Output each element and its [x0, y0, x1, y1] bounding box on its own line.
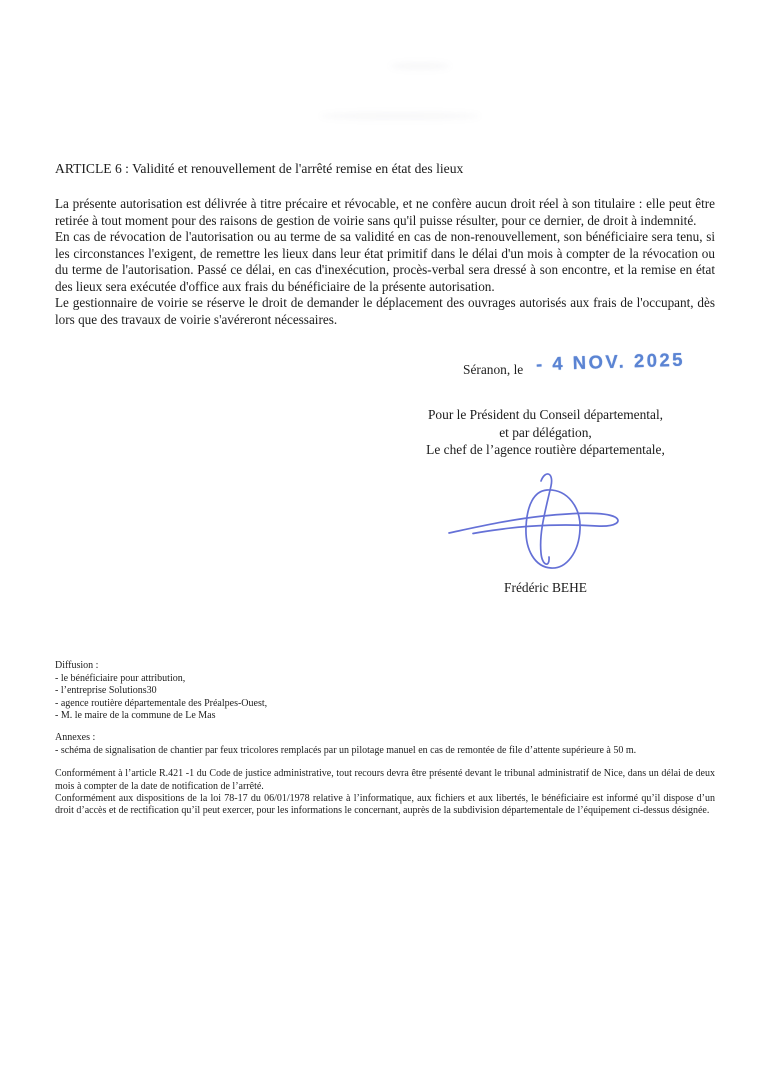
diffusion-item: - agence routière départementale des Préalpes-Ouest, [55, 697, 268, 709]
legal-notices [55, 768, 715, 818]
place-date-row [55, 348, 715, 384]
place-date-line: Séranon, le [463, 362, 524, 377]
legal-paragraph: Conformément aux dispositions de la loi 78-17 du 06/01/1978 relative à l’informatique, aux fichiers et aux libertés, le bénéficiaire est informé qu’il dispose d’un droit d’accès et de rectification qu’il peut exercer, pour les informations le concernant, auprès de la subdivision départementale de l’équipement ci-dessus désignée. [55, 793, 715, 817]
body-paragraph: En cas de révocation de l'autorisation ou au terme de sa validité en cas de non-renouvellement, son bénéficiaire sera tenu, si les circonstances l'exigent, de remettre les lieux dans leur état primitif dans le délai d'un mois à compter de la révocation ou du terme de l'autorisation. Passé ce délai, en cas d'inexécution, procès-verbal sera dressé à son encontre, et la remise en état des lieux sera exécutée d'office aux frais du bénéficiaire de la présente autorisation. [55, 229, 715, 294]
diffusion-item: - le bénéficiaire pour attribution, [55, 672, 186, 684]
annexes-title: Annexes : [55, 732, 96, 744]
handwritten-signature-icon [443, 469, 648, 577]
signature-title-line-1: Pour le Président du Conseil départemental, [427, 407, 664, 422]
body-paragraph: La présente autorisation est délivrée à titre précaire et révocable, et ne confère aucun droit réel à son titulaire : elle peut être retirée à tout moment pour des raisons de gestion de voirie sans qu'il puisse résulter, pour ce dernier, de droit à indemnité. [55, 196, 715, 228]
signatory-name: Frédéric BEHE [504, 579, 587, 595]
document-content [55, 0, 715, 818]
article-heading: ARTICLE 6 : Validité et renouvellement de l'arrêté remise en état des lieux [55, 161, 464, 176]
date-stamp: - 4 NOV. 2025 [535, 348, 686, 375]
signature-title-line-3: Le chef de l’agence routière départementale, [426, 442, 665, 458]
annexes-section [55, 732, 715, 757]
annexes-item: - schéma de signalisation de chantier par feux tricolores remplacés par un pilotage manuel en cas de remontée de file d’attente supérieure à 50 m. [55, 744, 637, 756]
body-paragraph: Le gestionnaire de voirie se réserve le droit de demander le déplacement des ouvrages autorisés aux frais de l'occupant, dès lors que des travaux de voirie s'avéreront nécessaires. [55, 295, 715, 327]
diffusion-title: Diffusion : [55, 660, 99, 672]
signature-block [393, 406, 698, 596]
diffusion-item: - M. le maire de la commune de Le Mas [55, 710, 216, 721]
legal-paragraph: Conformément à l’article R.421 -1 du Code de justice administrative, tout recours devra être présenté devant le tribunal administratif de Nice, dans un délai de deux mois à compter de la date de notification de l’arrêté. [55, 768, 715, 792]
signature-title-line-2: et par délégation, [499, 424, 592, 440]
diffusion-item: - l’entreprise Solutions30 [55, 685, 157, 697]
diffusion-section [55, 660, 715, 722]
